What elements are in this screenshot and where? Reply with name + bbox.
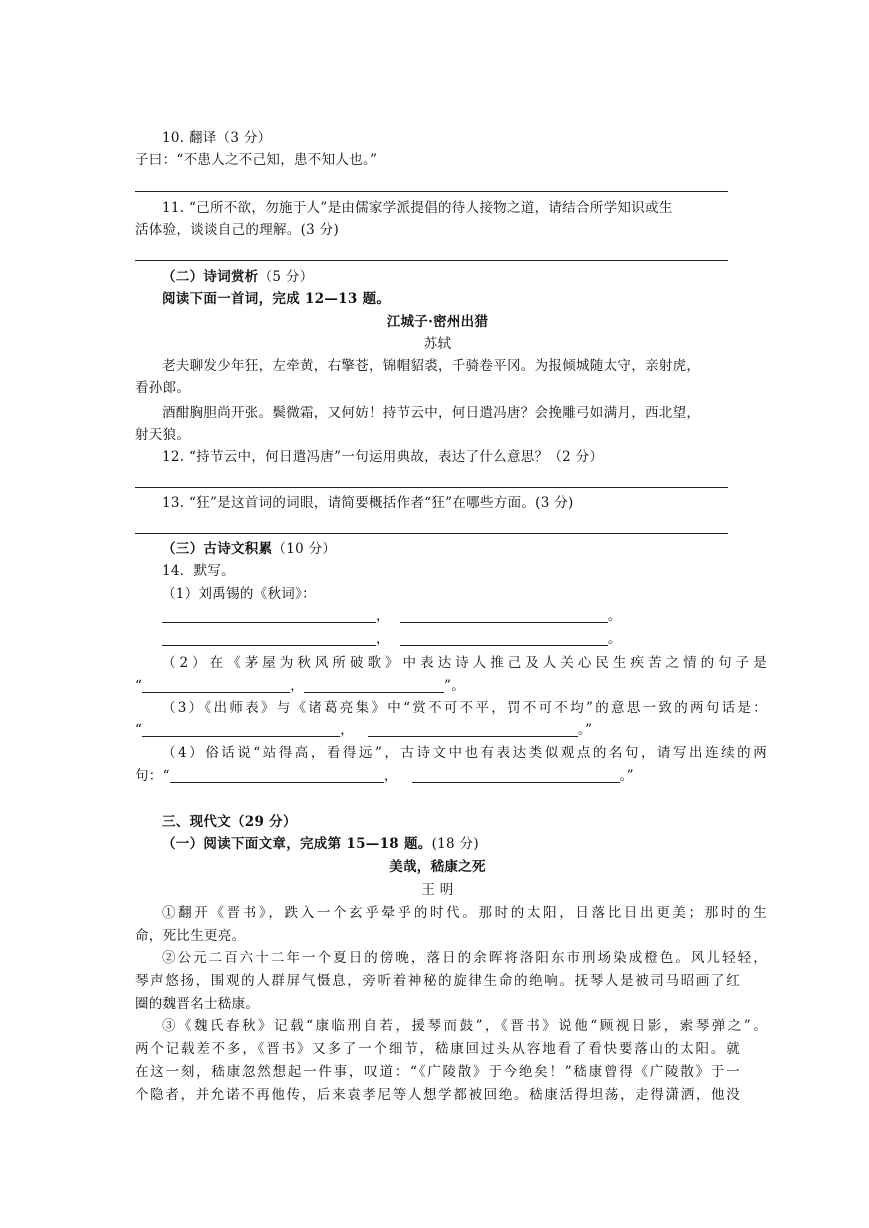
article-p2-line3: 圈的魏晋名士嵇康。 (135, 996, 260, 1012)
answer-line-q10[interactable] (135, 191, 728, 192)
answer-line-q13[interactable] (135, 533, 728, 534)
open-quote: “ (135, 722, 143, 738)
comma: ， (376, 608, 390, 624)
section-heading-classics-score: （10 分） (272, 541, 337, 557)
fill-blank[interactable] (162, 631, 376, 646)
q14-item2-text: （2）在《茅屋为秋风所破歌》中表达诗人推己及人关心民生疾苦之情的句子是 (162, 655, 767, 671)
q14-item4-lead: 句：“ (135, 768, 170, 784)
q13-text: 13. “狂”是这首词的词眼，请简要概括作者“狂”在哪些方面。(3 分) (162, 495, 574, 511)
article-p2-line1: ②公元二百六十二年一个夏日的傍晚，落日的余晖将洛阳东市刑场染成橙色。风儿轻轻， (162, 950, 767, 966)
close-quote: ”。 (444, 678, 466, 694)
answer-line-q12[interactable] (135, 487, 728, 488)
fill-blank[interactable] (162, 608, 376, 623)
comma: ， (383, 768, 398, 784)
article-p3-line3: 在这一刻，嵇康忽然想起一件事，叹道：“《广陵散》于今绝矣！”嵇康曾得《广陵散》于一 (135, 1064, 740, 1080)
poem-stanza1-line2: 看孙郎。 (135, 380, 191, 396)
q14-item3-blanks (135, 719, 740, 741)
q14-item1-text: （1）刘禹锡的《秋词》： (162, 586, 316, 602)
fill-blank[interactable] (170, 768, 384, 783)
q14-item1-row1 (135, 605, 767, 627)
q12-text: 12. “持节云中，何日遣冯唐”一句运用典故，表达了什么意思？（2 分） (162, 449, 604, 465)
q14-text: 14．默写。 (162, 563, 235, 579)
fill-blank[interactable] (142, 678, 290, 693)
close-quote: 。” (619, 768, 634, 784)
q14-item3-text: （3）《出师表》与《诸葛亮集》中“赏不可不平，罚不可不均”的意思一致的两句话是： (162, 700, 767, 716)
section-heading-poetry-title: （二）诗词赏析 (162, 269, 259, 285)
fill-blank[interactable] (412, 768, 620, 783)
close-quote: 。” (578, 722, 593, 738)
period: 。 (607, 631, 622, 647)
q14-item4-blanks (135, 765, 740, 787)
article-p3-line2: 两个记载差不多，《晋书》又多了一个细节，嵇康回过头从容地看了看快要落山的太阳。就 (135, 1041, 740, 1057)
period: 。 (607, 608, 622, 624)
fill-blank[interactable] (400, 608, 608, 623)
fill-blank[interactable] (304, 678, 444, 693)
fill-blank[interactable] (368, 722, 578, 737)
poem-stanza1-line1: 老夫聊发少年狂，左牵黄，右擎苍，锦帽貂裘，千骑卷平冈。为报倾城随太守，亲射虎， (162, 358, 701, 374)
article-p3-line1: ③《魏氏春秋》记载“康临刑自若，援琴而鼓”，《晋书》说他“顾视日影，索琴弹之”。 (162, 1018, 767, 1034)
q11-line1: 11. “己所不欲，勿施于人”是由儒家学派提倡的待人接物之道，请结合所学知识或生 (162, 200, 673, 216)
q10-text: 子曰：“不患人之不己知，患不知人也。” (135, 152, 378, 168)
article-p1-line2: 命，死比生更亮。 (135, 928, 246, 944)
section-heading-classics (135, 538, 767, 560)
comma: ， (376, 631, 390, 647)
comma: ， (290, 678, 305, 694)
fill-blank[interactable] (400, 631, 608, 646)
article-p1-line1: ①翻开《晋书》，跌入一个玄乎晕乎的时代。那时的太阳，日落比日出更美；那时的生 (162, 905, 767, 921)
q11-line2: 活体验，谈谈自己的理解。(3 分) (135, 222, 340, 238)
article-author: 王 明 (421, 882, 454, 898)
poem-title: 江城子·密州出猎 (386, 314, 489, 330)
q14-item4-text: （4）俗话说“站得高，看得远”，古诗文中也有表达类似观点的名句，请写出连续的两 (162, 745, 767, 761)
q10-title: 10. 翻译（3 分） (162, 130, 272, 146)
section-heading-poetry-score: （5 分） (258, 269, 314, 285)
article-title: 美哉，嵇康之死 (389, 859, 486, 875)
comma: ， (340, 722, 355, 738)
article-p2-line2: 琴声悠扬，围观的人群屏气慑息，旁听着神秘的旋律生命的绝响。抚琴人是被司马昭画了红 (135, 973, 740, 989)
q14-item2-blanks (135, 675, 740, 697)
poem-stanza2-line1: 酒酣胸胆尚开张。鬓微霜，又何妨！持节云中，何日遣冯唐？会挽雕弓如满月，西北望， (162, 405, 701, 421)
poem-stanza2-line2: 射天狼。 (135, 427, 191, 443)
q14-item1-row2 (135, 628, 767, 650)
answer-line-q11[interactable] (135, 260, 728, 261)
part3-subheading (135, 833, 767, 855)
part3-subheading-text: （一）阅读下面文章，完成第 15—18 题。 (162, 836, 432, 852)
section-heading-classics-title: （三）古诗文积累 (162, 541, 273, 557)
part3-heading: 三、现代文（29 分） (162, 814, 297, 830)
poem-author: 苏轼 (423, 336, 452, 352)
part3-subheading-score: (18 分) (431, 836, 479, 852)
poem-instruction: 阅读下面一首词，完成 12—13 题。 (162, 291, 391, 307)
fill-blank[interactable] (142, 722, 340, 737)
open-quote: “ (135, 678, 143, 694)
article-p3-line4: 个隐者，并允诺不再他传，后来袁孝尼等人想学都被回绝。嵇康活得坦荡，走得潇洒，他没 (135, 1087, 740, 1103)
section-heading-poetry (135, 266, 767, 288)
